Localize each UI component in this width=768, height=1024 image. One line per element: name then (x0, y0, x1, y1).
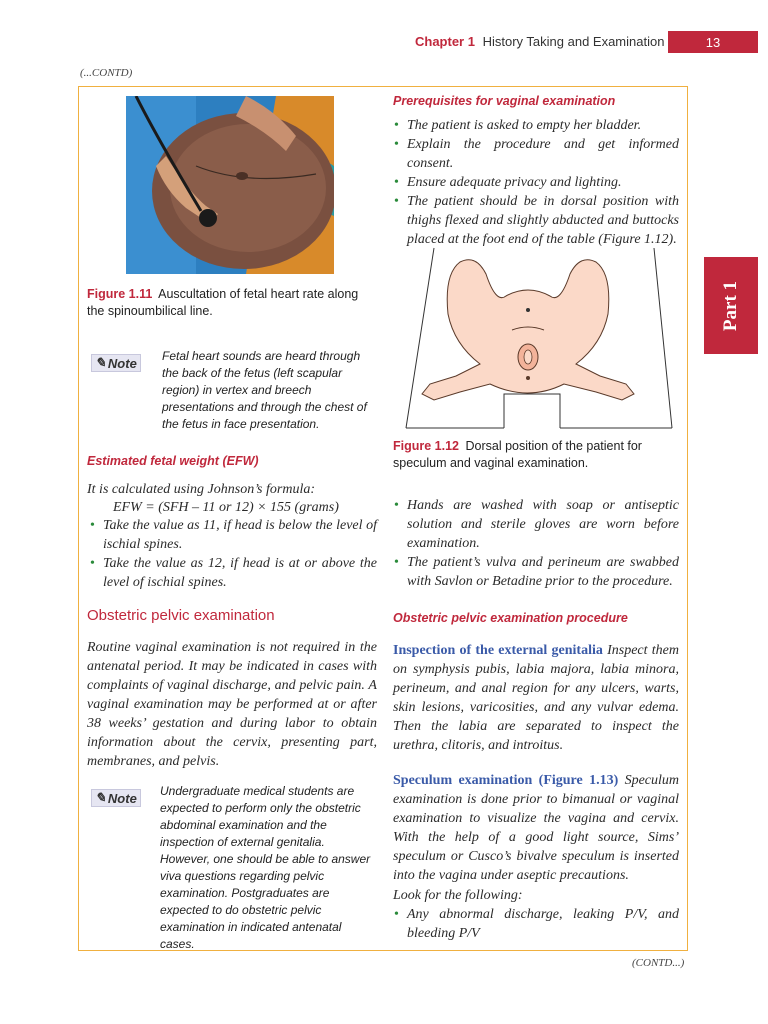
list-item: • The patient should be in dorsal position with thighs flexed and slightly abducted and buttocks placed at the foot end of the table (Figure 1.12). (391, 192, 679, 249)
ope-heading: Obstetric pelvic examination (87, 607, 275, 624)
ope-paragraph: Routine vaginal examination is not required in the antenatal period. It may be indicated in cases with complaints of vaginal discharge, and pelvic pain. A vaginal examination may be performed at or after 38 weeks’ gestation and during labor to obtain information about the cervix, presenting part, membranes, and pelvis. (87, 640, 377, 769)
procedure-heading: Obstetric pelvic examination procedure (393, 611, 628, 625)
list-item: • The patient’s vulva and perineum are swabbed with Savlon or Betadine prior to the procedure. (391, 553, 679, 591)
part-tab-label: Part 1 (720, 280, 741, 331)
efw-intro: It is calculated using Johnson’s formula: (87, 482, 316, 497)
chapter-title: History Taking and Examination (482, 34, 665, 49)
efw-formula: EFW = (SFH – 11 or 12) × 155 (grams) (113, 500, 339, 515)
speculum-text: Speculum examination is done prior to bimanual or vaginal examination to visualize the vagina and cervix. With the help of a good light source, Sims’ speculum or Cusco’s bivalve speculum is inserted into the vagina under aseptic precautions. (393, 773, 679, 883)
continued-marker-top: (...CONTD) (80, 67, 133, 79)
prereq-heading: Prerequisites for vaginal examination (393, 94, 616, 108)
continued-marker-bottom: (CONTD...) (632, 957, 685, 969)
pencil-icon: ✎ (95, 790, 106, 805)
efw-heading: Estimated fetal weight (EFW) (87, 454, 259, 468)
efw-bullet-list (87, 516, 377, 592)
note-badge-1 (91, 352, 141, 372)
running-header (415, 34, 664, 49)
pencil-icon: ✎ (95, 355, 106, 370)
note-badge-2 (91, 787, 141, 807)
inspection-paragraph (393, 641, 679, 755)
list-item: • Hands are washed with soap or antiseptic solution and sterile gloves are worn before examination. (391, 496, 679, 553)
inspection-text: Inspect them on symphysis pubis, labia majora, labia minora, perineum, and anal region for any ulcers, warts, skin lesions, varicosities, and any vulvar edema. Then the labia are separated to inspect the urethra, clitoris, and introitus. (393, 643, 679, 753)
look-for-line: Look for the following: (393, 888, 523, 903)
figure-1-12-caption (393, 438, 679, 472)
list-item: • The patient is asked to empty her bladder. (391, 116, 679, 135)
page-number: 13 (668, 31, 758, 53)
figure-1-12-text: Dorsal position of the patient for speculum and vaginal examination. (393, 439, 642, 470)
hygiene-bullet-list (391, 496, 679, 591)
look-bullet-list (391, 905, 679, 943)
list-item: • Take the value as 11, if head is below the level of ischial spines. (87, 516, 377, 554)
figure-1-12-label: Figure 1.12 (393, 439, 459, 453)
figure-1-11-photo (126, 96, 334, 274)
note-text-1: Fetal heart sounds are heard through the back of the fetus (left scapular region) in vertex and breech presentations and through the chest of the fetus in face presentation. (162, 349, 367, 431)
figure-1-11-text: Auscultation of fetal heart rate along the spinoumbilical line. (87, 287, 359, 318)
part-tab (704, 257, 758, 354)
figure-1-11-caption (87, 286, 377, 320)
list-item: • Explain the procedure and get informed consent. (391, 135, 679, 173)
speculum-run-in: Speculum examination (Figure 1.13) (393, 773, 619, 788)
chapter-label: Chapter 1 (415, 34, 475, 49)
list-item: • Any abnormal discharge, leaking P/V, and bleeding P/V (391, 905, 679, 943)
list-item: • Take the value as 12, if head is at or above the level of ischial spines. (87, 554, 377, 592)
figure-1-12-illustration (400, 244, 680, 434)
speculum-paragraph (393, 771, 679, 885)
list-item: • Ensure adequate privacy and lighting. (391, 173, 679, 192)
inspection-run-in: Inspection of the external genitalia (393, 643, 603, 658)
figure-1-11-label: Figure 1.11 (87, 287, 153, 301)
note-text-2: Undergraduate medical students are expected to perform only the obstetric abdominal examination and the inspection of external genitalia. However, one should be able to answer viva questions regarding pelvic examination. Postgraduates are expected to do obstetric pelvic examination in indicated antenatal cases. (160, 784, 371, 951)
note-badge-label: Note (107, 355, 137, 371)
note-badge-label: Note (107, 790, 137, 806)
prereq-bullet-list (391, 116, 679, 249)
